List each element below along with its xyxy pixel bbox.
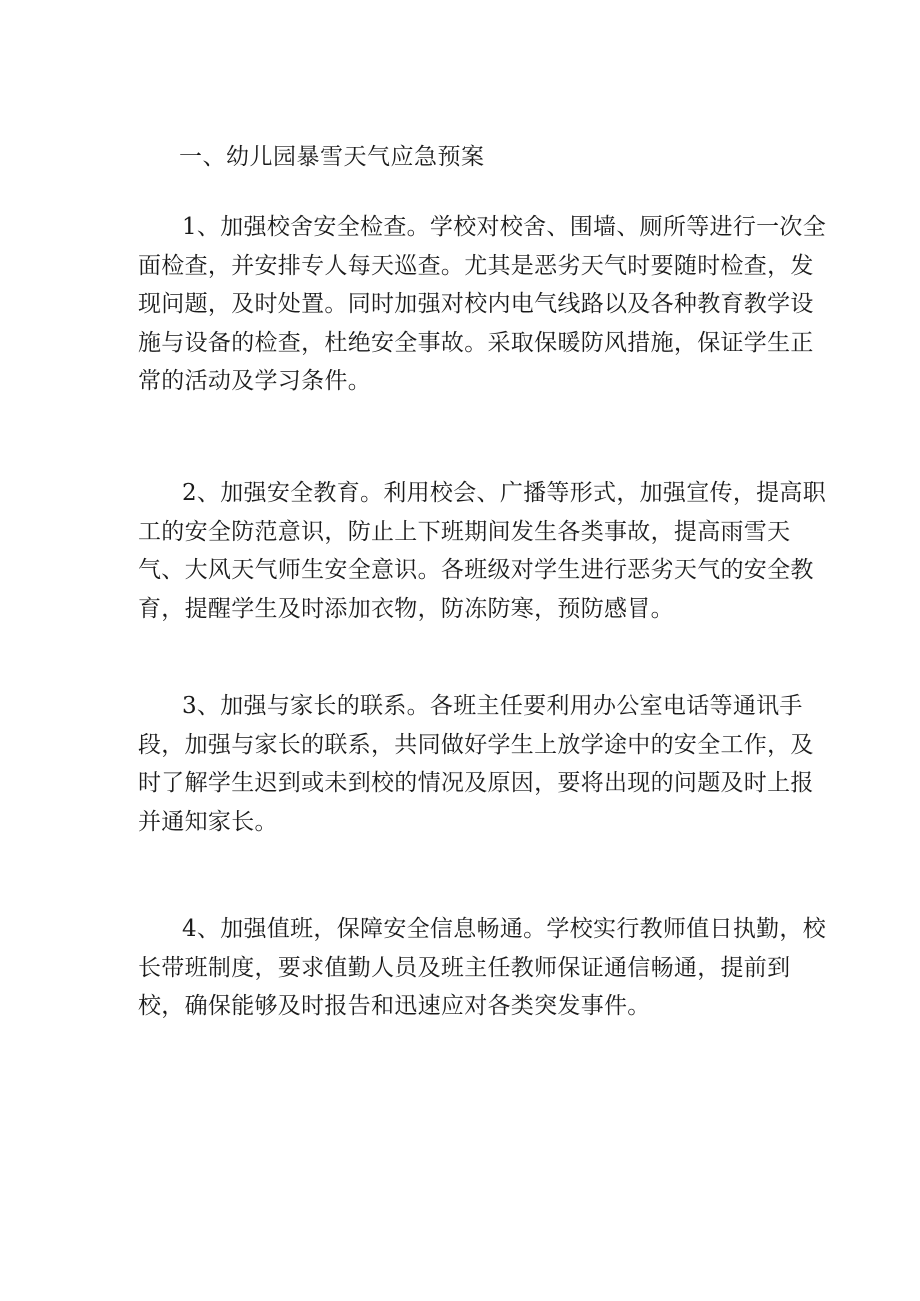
paragraph-line: 常的活动及学习条件。 <box>138 368 371 394</box>
paragraph-line: 育，提醒学生及时添加衣物，防冻防寒，预防感冒。 <box>138 595 674 622</box>
paragraph-line: 时了解学生迟到或未到校的情况及原因，要将出现的问题及时上报 <box>138 770 814 796</box>
paragraph-4 <box>138 910 827 1026</box>
paragraph-line: 工的安全防范意识，防止上下班期间发生各类事故，提高雨雪天 <box>138 518 791 545</box>
paragraph-3 <box>138 687 814 841</box>
paragraph-line: 并通知家长。 <box>138 808 278 835</box>
paragraph-line: 气、大风天气师生安全意识。各班级对学生进行恶劣天气的安全教 <box>138 557 814 583</box>
paragraph-line: 3、加强与家长的联系。各班主任要利用办公室电话等通讯手 <box>182 693 803 719</box>
paragraph-line: 现问题，及时处置。同时加强对校内电气线路以及各种教育教学设 <box>138 291 814 317</box>
paragraph-line: 2、加强安全教育。利用校会、广播等形式，加强宣传，提高职 <box>182 480 827 506</box>
paragraph-line: 4、加强值班，保障安全信息畅通。学校实行教师值日执勤，校 <box>182 916 827 942</box>
paragraph-line: 1、加强校舍安全检查。学校对校舍、围墙、厕所等进行一次全 <box>182 214 827 240</box>
paragraph-line: 校，确保能够及时报告和迅速应对各类突发事件。 <box>138 993 651 1019</box>
paragraph-1 <box>138 208 827 401</box>
paragraph-2 <box>138 474 827 628</box>
paragraph-line: 长带班制度，要求值勤人员及班主任教师保证通信畅通，提前到 <box>138 954 791 981</box>
paragraph-line: 面检查，并安排专人每天巡查。尤其是恶劣天气时要随时检查，发 <box>138 252 814 279</box>
paragraph-line: 段，加强与家长的联系，共同做好学生上放学途中的安全工作，及 <box>138 731 814 758</box>
document-heading: 一、幼儿园暴雪天气应急预案 <box>179 144 485 170</box>
paragraph-line: 施与设备的检查，杜绝安全事故。采取保暖防风措施，保证学生正 <box>138 329 814 356</box>
